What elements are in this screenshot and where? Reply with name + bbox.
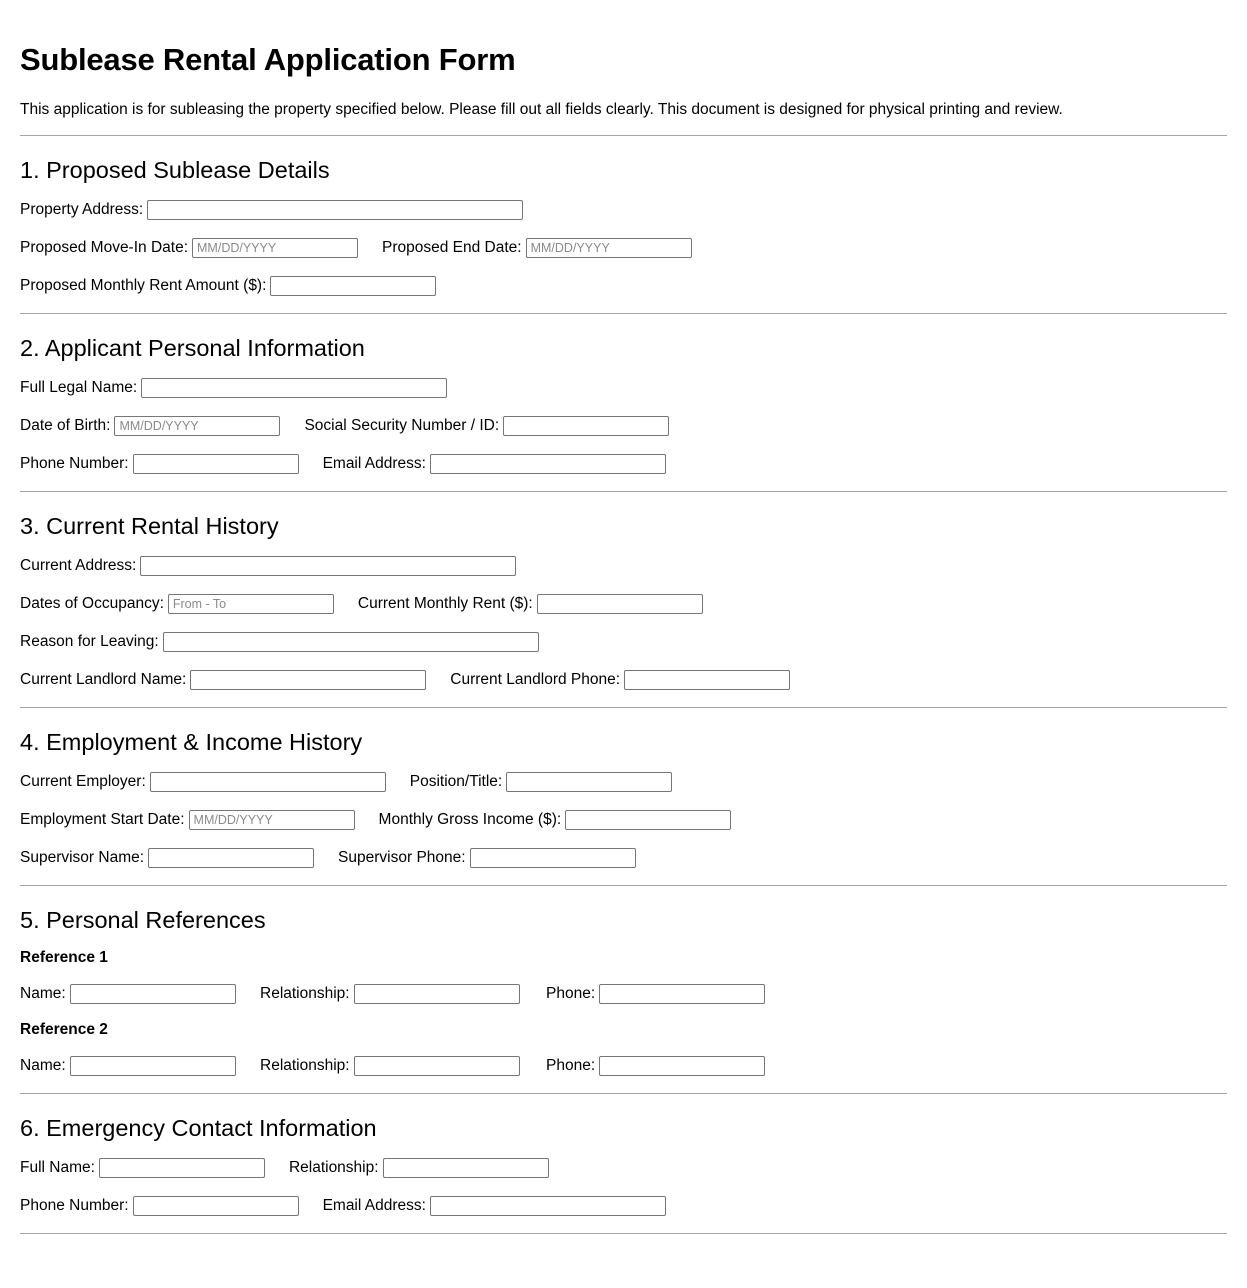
start-date-field — [20, 810, 355, 830]
full-legal-name-field — [20, 378, 447, 398]
dob-label: Date of Birth: — [20, 417, 111, 434]
landlord-name-field — [20, 670, 426, 690]
ssn-field — [304, 416, 669, 436]
end-date-input[interactable] — [526, 238, 692, 258]
emergency-email-input[interactable] — [430, 1196, 666, 1216]
employer-field — [20, 772, 386, 792]
reference-2-title: Reference 2 — [20, 1021, 108, 1038]
dob-field — [20, 416, 280, 436]
employer-label: Current Employer: — [20, 773, 146, 790]
section-heading: 4. Employment & Income History — [20, 729, 363, 755]
current-address-label: Current Address: — [20, 557, 137, 574]
section-emergency-contact — [20, 1094, 1227, 1225]
reason-leaving-label: Reason for Leaving: — [20, 633, 159, 650]
ref1-relationship-field — [260, 984, 522, 1004]
ref1-relationship-input[interactable] — [354, 984, 520, 1004]
monthly-rent-label: Proposed Monthly Rent Amount ($): — [20, 277, 267, 294]
emergency-name-label: Full Name: — [20, 1159, 95, 1176]
emergency-phone-input[interactable] — [133, 1196, 299, 1216]
section-heading: 6. Emergency Contact Information — [20, 1115, 377, 1141]
supervisor-name-label: Supervisor Name: — [20, 849, 145, 866]
ref2-relationship-input[interactable] — [354, 1056, 520, 1076]
section-employment — [20, 708, 1227, 877]
full-legal-name-input[interactable] — [141, 378, 447, 398]
ref2-relationship-field — [260, 1056, 522, 1076]
landlord-name-label: Current Landlord Name: — [20, 671, 187, 688]
ref1-name-input[interactable] — [70, 984, 236, 1004]
ref1-name-label: Name: — [20, 985, 66, 1002]
dob-input[interactable] — [114, 416, 280, 436]
emergency-phone-label: Phone Number: — [20, 1197, 129, 1214]
supervisor-phone-field — [338, 848, 636, 868]
gross-income-input[interactable] — [565, 810, 731, 830]
emergency-email-label: Email Address: — [322, 1197, 426, 1214]
gross-income-field — [379, 810, 732, 830]
emergency-name-field — [20, 1158, 265, 1178]
ref2-relationship-label: Relationship: — [260, 1057, 350, 1074]
ref1-phone-input[interactable] — [599, 984, 765, 1004]
ref2-phone-label: Phone: — [546, 1057, 596, 1074]
property-address-field — [20, 200, 523, 220]
email-field — [323, 454, 666, 474]
end-date-field — [382, 238, 692, 258]
gross-income-label: Monthly Gross Income ($): — [378, 811, 562, 828]
phone-field — [20, 454, 299, 474]
reason-leaving-field — [20, 632, 539, 652]
current-address-input[interactable] — [140, 556, 516, 576]
ssn-input[interactable] — [503, 416, 669, 436]
section-heading: 5. Personal References — [20, 907, 266, 933]
supervisor-name-input[interactable] — [148, 848, 314, 868]
emergency-name-input[interactable] — [99, 1158, 265, 1178]
dates-occupancy-label: Dates of Occupancy: — [20, 595, 164, 612]
ref1-relationship-label: Relationship: — [260, 985, 350, 1002]
property-address-input[interactable] — [147, 200, 523, 220]
emergency-relationship-input[interactable] — [383, 1158, 549, 1178]
end-date-label: Proposed End Date: — [382, 239, 522, 256]
dates-occupancy-input[interactable] — [168, 594, 334, 614]
dates-occupancy-field — [20, 594, 334, 614]
move-in-date-field — [20, 238, 358, 258]
ssn-label: Social Security Number / ID: — [304, 417, 500, 434]
supervisor-phone-label: Supervisor Phone: — [338, 849, 466, 866]
email-label: Email Address: — [322, 455, 426, 472]
ref2-name-input[interactable] — [70, 1056, 236, 1076]
landlord-phone-label: Current Landlord Phone: — [450, 671, 621, 688]
page-title: Sublease Rental Application Form — [20, 42, 516, 77]
section-applicant-info — [20, 314, 1227, 483]
ref2-phone-input[interactable] — [599, 1056, 765, 1076]
position-label: Position/Title: — [409, 773, 503, 790]
current-rent-input[interactable] — [537, 594, 703, 614]
ref2-name-field — [20, 1056, 236, 1076]
monthly-rent-field — [20, 276, 436, 296]
ref1-phone-field — [546, 984, 765, 1004]
current-rent-label: Current Monthly Rent ($): — [357, 595, 533, 612]
move-in-date-input[interactable] — [192, 238, 358, 258]
reference-1-title: Reference 1 — [20, 949, 108, 966]
supervisor-phone-input[interactable] — [470, 848, 636, 868]
reason-leaving-input[interactable] — [163, 632, 539, 652]
employer-input[interactable] — [150, 772, 386, 792]
phone-input[interactable] — [133, 454, 299, 474]
position-input[interactable] — [506, 772, 672, 792]
section-heading: 1. Proposed Sublease Details — [20, 157, 330, 183]
ref1-name-field — [20, 984, 236, 1004]
ref2-phone-field — [546, 1056, 765, 1076]
start-date-input[interactable] — [189, 810, 355, 830]
landlord-phone-field — [450, 670, 790, 690]
emergency-phone-field — [20, 1196, 299, 1216]
monthly-rent-input[interactable] — [270, 276, 436, 296]
divider — [20, 1233, 1227, 1234]
section-heading: 2. Applicant Personal Information — [20, 335, 365, 361]
ref2-name-label: Name: — [20, 1057, 66, 1074]
section-sublease-details — [20, 136, 1227, 305]
position-field — [410, 772, 672, 792]
landlord-phone-input[interactable] — [624, 670, 790, 690]
intro-text: This application is for subleasing the property specified below. Please fill out all fields clearly. This document is designed for physical printing and review. — [20, 101, 1063, 118]
move-in-date-label: Proposed Move-In Date: — [20, 239, 189, 256]
emergency-relationship-field — [289, 1158, 549, 1178]
full-legal-name-label: Full Legal Name: — [20, 379, 138, 396]
current-address-field — [20, 556, 516, 576]
emergency-email-field — [323, 1196, 666, 1216]
phone-label: Phone Number: — [20, 455, 129, 472]
section-references — [20, 886, 1227, 1085]
section-rental-history — [20, 492, 1227, 699]
property-address-label: Property Address: — [20, 201, 144, 218]
section-heading: 3. Current Rental History — [20, 513, 279, 539]
current-rent-field — [358, 594, 703, 614]
supervisor-name-field — [20, 848, 314, 868]
landlord-name-input[interactable] — [190, 670, 426, 690]
email-input[interactable] — [430, 454, 666, 474]
emergency-relationship-label: Relationship: — [288, 1159, 379, 1176]
ref1-phone-label: Phone: — [546, 985, 596, 1002]
start-date-label: Employment Start Date: — [20, 811, 185, 828]
